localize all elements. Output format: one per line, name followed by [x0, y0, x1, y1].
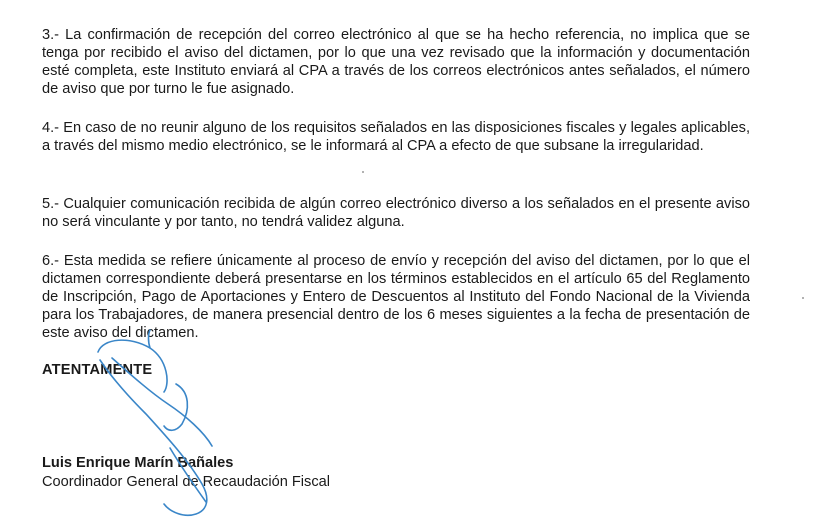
- scan-speck: [362, 171, 364, 173]
- paragraph-6: 6.- Esta medida se refiere únicamente al proceso de envío y recepción del aviso del dictamen, por lo que el dictamen correspondiente deberá presentarse en los términos establecidos en el artículo 65 del Reglamento de Inscripción, Pago de Aportaciones y Entero de Descuentos al Instituto del Fondo Nacional de la Vivienda para los Trabajadores, de manera presencial dentro de los 6 meses siguientes a la fecha de presentación de este aviso del dictamen.: [42, 252, 750, 342]
- signer-name: Luis Enrique Marín Bañales: [42, 455, 234, 471]
- closing-salutation: ATENTAMENTE: [42, 362, 153, 378]
- signer-title: Coordinador General de Recaudación Fiscal: [42, 474, 330, 490]
- paragraph-3: 3.- La confirmación de recepción del correo electrónico al que se ha hecho referencia, no implica que se tenga por recibido el aviso del dictamen, por lo que una vez revisado que la información y documentación esté completa, este Instituto enviará al CPA a través de los correos electrónicos antes señalados, el número de aviso que por turno le fue asignado.: [42, 26, 750, 98]
- scan-speck: [802, 297, 804, 299]
- paragraph-4: 4.- En caso de no reunir alguno de los requisitos señalados en las disposiciones fiscales y legales aplicables, a través del mismo medio electrónico, se le informará al CPA a efecto de que subsane la irregularidad.: [42, 119, 750, 154]
- paragraph-5: 5.- Cualquier comunicación recibida de algún correo electrónico diverso a los señalados en el presente aviso no será vinculante y por tanto, no tendrá validez alguna.: [42, 195, 750, 230]
